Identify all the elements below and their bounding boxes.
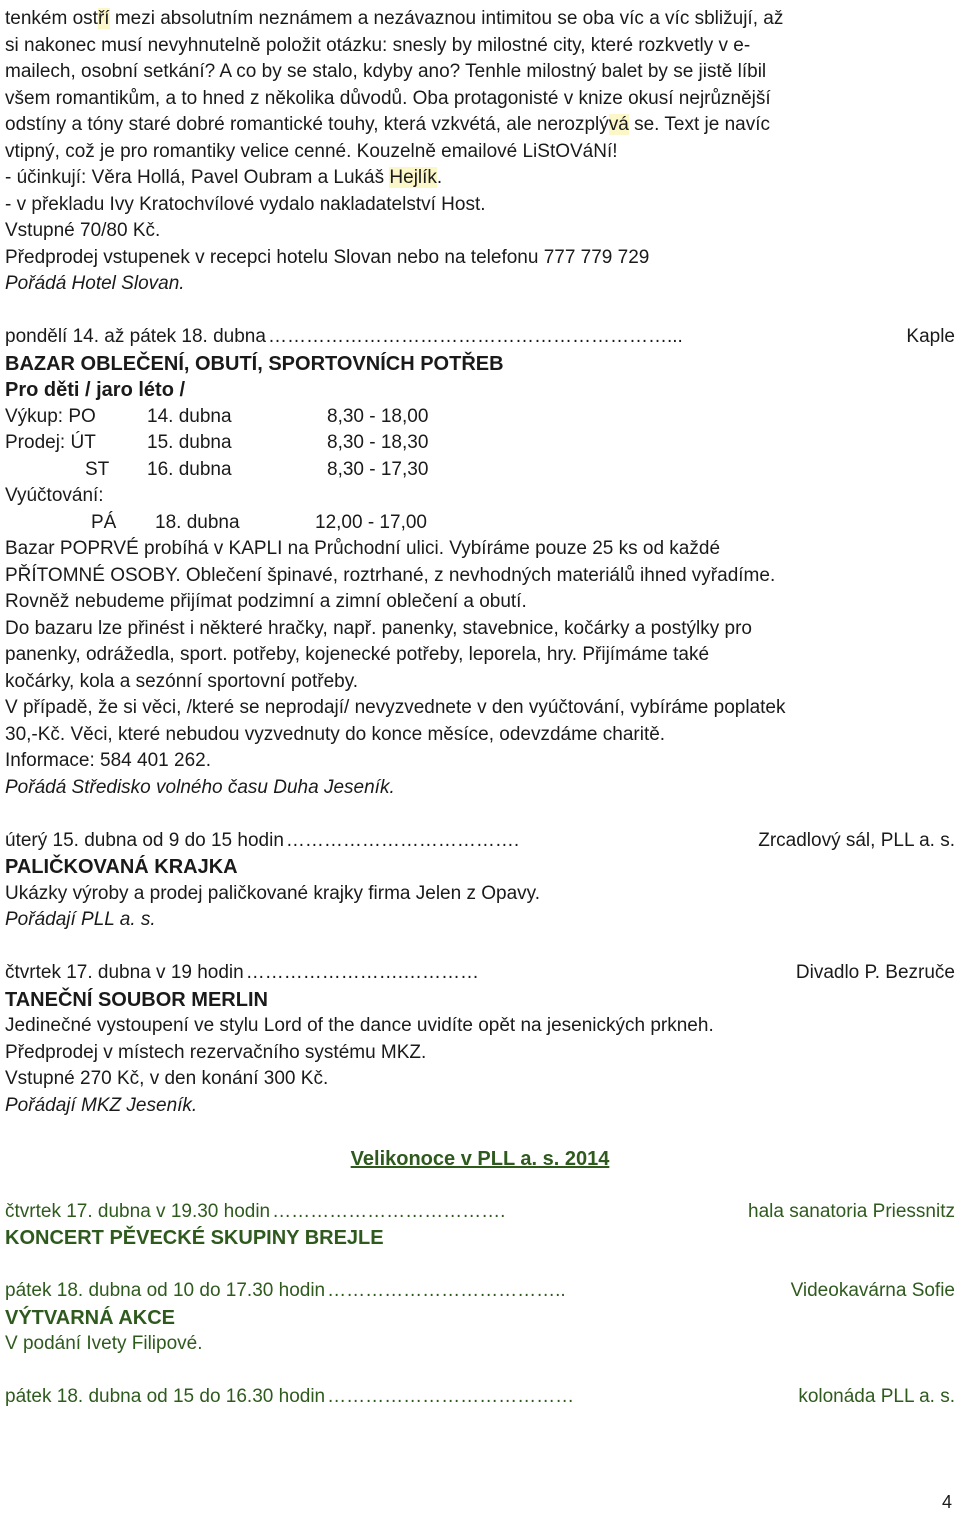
text-line: mailech, osobní setkání? A co by se stalo, kdyby ano? Tenhle milostný balet by se jistě líbil	[5, 61, 767, 82]
schedule-time: 8,30 - 18,30	[327, 432, 429, 453]
text-line: Předprodej v místech rezervačního systému MKZ.	[5, 1041, 427, 1063]
schedule-time: 8,30 - 18,00	[327, 405, 429, 427]
settlement-label: Vyúčtování:	[5, 485, 104, 506]
spacer	[5, 801, 955, 828]
text-line: Rovněž nebudeme přijímat podzimní a zimní oblečení a obutí.	[5, 591, 527, 612]
leader-dots: …………………….…………	[245, 962, 479, 983]
page-number: 4	[941, 1492, 952, 1512]
text-line: - v překladu Ivy Kratochvílové vydalo nakladatelství Host.	[5, 193, 486, 215]
event-date: pátek 18. dubna od 15 do 16.30 hodin	[5, 1386, 326, 1407]
event-date: čtvrtek 17. dubna v 19.30 hodin	[5, 1200, 271, 1222]
event-title: BAZAR OBLEČENÍ, OBUTÍ, SPORTOVNÍCH POTŘEB	[5, 352, 504, 375]
highlighted-text: vá	[608, 114, 629, 135]
text-line: Vstupné 270 Kč, v den konání 300 Kč.	[5, 1068, 329, 1089]
organizer-note: Pořádají PLL a. s.	[5, 909, 156, 930]
event-header	[5, 828, 955, 855]
event-place: Kaple	[906, 326, 955, 347]
event-header	[5, 1384, 955, 1411]
event-place: Zrcadlový sál, PLL a. s.	[758, 829, 955, 851]
event-place: kolonáda PLL a. s.	[798, 1386, 955, 1407]
text-line	[5, 6, 955, 33]
schedule-time: 8,30 - 17,30	[327, 458, 429, 480]
text-line: Bazar POPRVÉ probíhá v KAPLI na Průchodní ulici. Vybíráme pouze 25 ks od každé	[5, 538, 721, 559]
text-line: panenky, odrážedla, sport. potřeby, kojenecké potřeby, leporela, hry. Přijímáme také	[5, 644, 710, 665]
schedule-date: 15. dubna	[147, 432, 232, 453]
text-line	[5, 165, 955, 192]
text-fragment: - účinkují: Věra Hollá, Pavel Oubram a Lukáš	[5, 167, 390, 188]
highlighted-text: ří	[97, 8, 110, 29]
organizer-note: Pořádají MKZ Jeseník.	[5, 1094, 198, 1116]
text-fragment: tenkém ost	[5, 8, 98, 29]
event-place: Divadlo P. Bezruče	[795, 962, 955, 983]
leader-dots: ………………………………..	[327, 1280, 566, 1301]
event-header	[5, 324, 955, 351]
schedule-date: 14. dubna	[147, 405, 232, 427]
document-page	[5, 6, 955, 1411]
spacer	[5, 934, 955, 961]
easter-section	[5, 1146, 955, 1411]
event-subtitle: Pro děti / jaro léto /	[5, 379, 186, 401]
event-date: pátek 18. dubna od 10 do 17.30 hodin	[5, 1280, 326, 1301]
leader-dots: ……………………………….	[285, 829, 520, 851]
text-fragment: .	[436, 167, 443, 188]
schedule-label: PÁ	[91, 511, 117, 533]
text-line: Informace: 584 401 262.	[5, 750, 211, 771]
spacer	[5, 1119, 955, 1146]
text-fragment: se. Text je navíc	[628, 114, 770, 135]
text-line: Předprodej vstupenek v recepci hotelu Slovan nebo na telefonu 777 779 729	[5, 246, 650, 268]
event-header	[5, 1199, 955, 1226]
text-line: V případě, že si věci, /které se neprodají/ nevyzvednete v den vyúčtování, vybíráme poplatek	[5, 697, 786, 718]
section-heading-text: Velikonoce v PLL a. s. 2014	[350, 1147, 610, 1170]
leader-dots: ………………………………………………………...	[267, 326, 683, 347]
merlin-section	[5, 960, 955, 1119]
spacer	[5, 1358, 955, 1385]
schedule-date: 16. dubna	[147, 458, 232, 480]
text-line: vtipný, což je pro romantiky velice cenné. Kouzelně emailové LiStOVáNí!	[5, 140, 618, 162]
text-line: PŘÍTOMNÉ OSOBY. Oblečení špinavé, roztrhané, z nevhodných materiálů ihned vyřadíme.	[5, 564, 776, 586]
event-place: hala sanatoria Priessnitz	[748, 1200, 955, 1222]
text-line: kočárky, kola a sezónní sportovní potřeby.	[5, 670, 359, 692]
event-date: čtvrtek 17. dubna v 19 hodin	[5, 962, 244, 983]
text-line: Do bazaru lze přinést i některé hračky, např. panenky, stavebnice, kočárky a postýlky pro	[5, 617, 752, 639]
text-line: Jedinečné vystoupení ve stylu Lord of the dance uvidíte opět na jesenických prkneh.	[5, 1015, 714, 1036]
event-title: TANEČNÍ SOUBOR MERLIN	[5, 988, 268, 1011]
text-fragment: mezi absolutním neznámem a nezávaznou intimitou se oba víc a víc sbližují, až	[109, 8, 784, 29]
schedule-row	[5, 430, 955, 457]
intro-section	[5, 6, 955, 298]
schedule-label: Prodej: ÚT	[5, 432, 96, 453]
organizer-note: Pořádá Středisko volného času Duha Jeseník.	[5, 776, 395, 798]
schedule-label: Výkup: PO	[5, 405, 96, 427]
highlighted-text: Hejlík	[389, 167, 437, 188]
krajka-section	[5, 828, 955, 934]
event-title: KONCERT PĚVECKÉ SKUPINY BREJLE	[5, 1227, 384, 1249]
organizer-note: Pořádá Hotel Slovan.	[5, 273, 185, 294]
section-heading	[5, 1146, 955, 1173]
text-fragment: odstíny a tóny staré dobré romantické touhy, která vzkvétá, ale nerozplý	[5, 114, 609, 135]
schedule-row	[5, 457, 955, 484]
text-line: V podání Ivety Filipové.	[5, 1333, 203, 1354]
spacer	[5, 298, 955, 325]
schedule-row	[5, 510, 955, 537]
event-title: VÝTVARNÁ AKCE	[5, 1306, 176, 1329]
leader-dots: …………………………………	[327, 1386, 575, 1407]
schedule-row	[5, 404, 955, 431]
text-line: všem romantikům, a to hned z několika důvodů. Oba protagonisté v knize okusí nejrůznější	[5, 87, 771, 109]
schedule-date: 18. dubna	[155, 511, 240, 533]
text-line: si nakonec musí nevyhnutelně položit otázku: snesly by milostné city, které rozkvetly v e-	[5, 34, 751, 56]
text-line: Vstupné 70/80 Kč.	[5, 220, 161, 241]
text-line: Ukázky výroby a prodej paličkované krajky firma Jelen z Opavy.	[5, 882, 541, 904]
spacer	[5, 1172, 955, 1199]
event-header	[5, 960, 955, 987]
schedule-label: ST	[85, 458, 110, 480]
bazar-section	[5, 324, 955, 801]
schedule-time: 12,00 - 17,00	[315, 511, 427, 533]
event-place: Videokavárna Sofie	[790, 1280, 955, 1301]
text-line	[5, 112, 955, 139]
event-date: úterý 15. dubna od 9 do 15 hodin	[5, 829, 284, 851]
event-header	[5, 1278, 955, 1305]
leader-dots: ……………………………….	[272, 1200, 506, 1222]
spacer	[5, 1252, 955, 1279]
event-title: PALIČKOVANÁ KRAJKA	[5, 856, 238, 878]
text-line: 30,-Kč. Věci, které nebudou vyzvednuty do konce měsíce, odevzdáme charitě.	[5, 723, 666, 745]
event-date: pondělí 14. až pátek 18. dubna	[5, 326, 266, 347]
